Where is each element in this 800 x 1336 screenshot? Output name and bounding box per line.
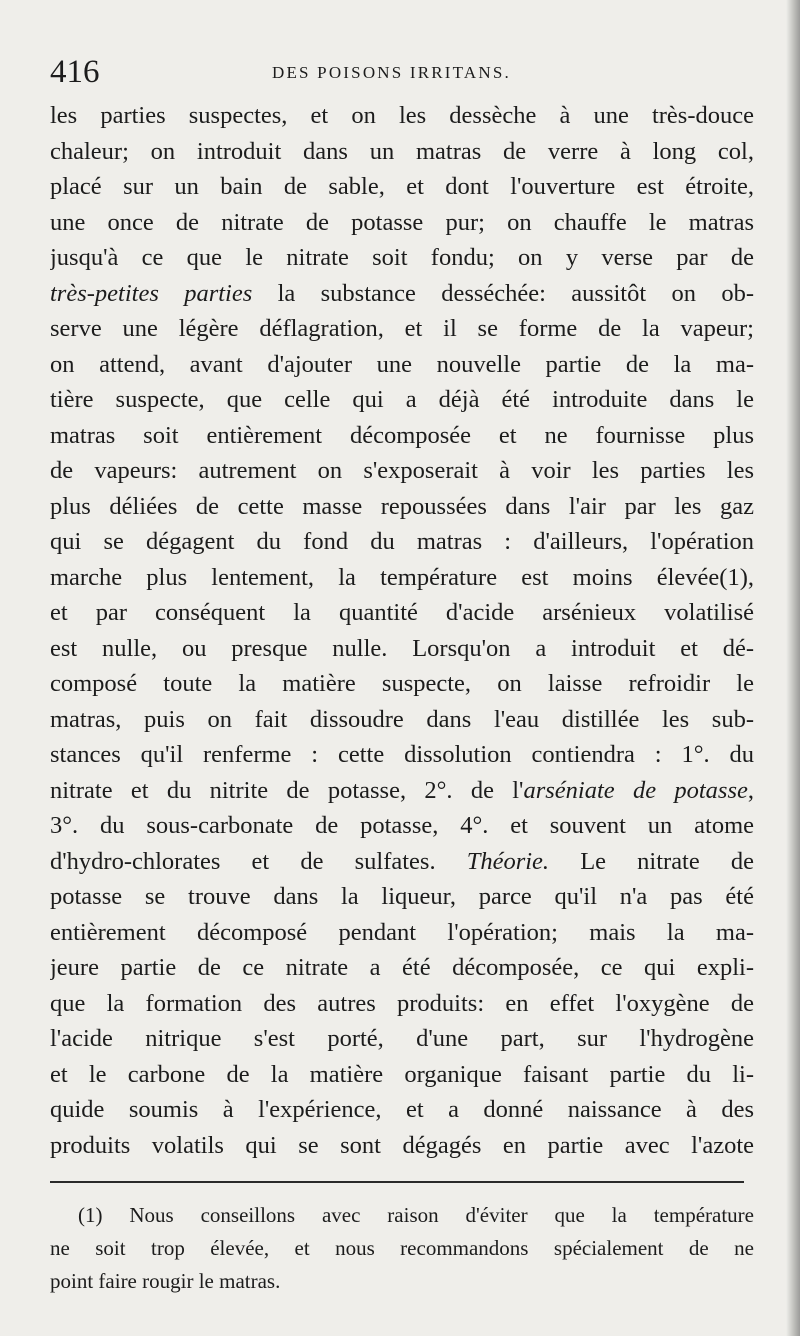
text-line: matras, puis on fait dissoudre dans l'eau distillée les sub- — [50, 705, 754, 733]
page-header — [50, 50, 750, 94]
page-edge-shadow — [786, 0, 800, 1336]
text-line: qui se dégagent du fond du matras : d'ailleurs, l'opération — [50, 528, 754, 555]
page-number: 416 — [50, 54, 100, 90]
text-line: matras soit entièrement décomposée et ne fournisse plus — [50, 421, 754, 449]
text-line: que la formation des autres produits: en effet l'oxygène de — [50, 989, 754, 1017]
text-line: et par conséquent la quantité d'acide arsénieux volatilisé — [50, 599, 754, 626]
text-line: jusqu'à ce que le nitrate soit fondu; on y verse par de — [50, 244, 754, 271]
text-line: plus déliées de cette masse repoussées dans l'air par les gaz — [50, 492, 754, 520]
footnote — [50, 1199, 754, 1298]
text-line: 3°. du sous-carbonate de potasse, 4°. et souvent un atome — [50, 812, 754, 839]
text-line: et le carbone de la matière organique faisant partie du li- — [50, 1060, 754, 1088]
footnote-divider — [50, 1181, 744, 1183]
text-line: est nulle, ou presque nulle. Lorsqu'on a introduit et dé- — [50, 634, 754, 662]
text-line: on attend, avant d'ajouter une nouvelle partie de la ma- — [50, 350, 754, 378]
main-text — [50, 98, 754, 1163]
text-line: potasse se trouve dans la liqueur, parce qu'il n'a pas été — [50, 883, 754, 910]
text-line: quide soumis à l'expérience, et a donné naissance à des — [50, 1096, 754, 1123]
text-line: entièrement décomposé pendant l'opération; mais la ma- — [50, 918, 754, 946]
text-line: placé sur un bain de sable, et dont l'ouverture est étroite, — [50, 173, 754, 200]
footnote-line: point faire rougir le matras. — [50, 1269, 281, 1293]
text-line: composé toute la matière suspecte, on laisse refroidir le — [50, 670, 754, 697]
text-line: l'acide nitrique s'est porté, d'une part, sur l'hydrogène — [50, 1025, 754, 1052]
text-line: très-petites parties la substance desséchée: aussitôt on ob- — [50, 279, 754, 307]
footnote-line: ne soit trop élevée, et nous recommandons spécialement de ne — [50, 1236, 754, 1260]
text-line: produits volatils qui se sont dégagés en partie avec l'azote — [50, 1131, 754, 1159]
text-line: nitrate et du nitrite de potasse, 2°. de l'arséniate de potasse, — [50, 776, 754, 804]
text-line: les parties suspectes, et on les dessèche à une très-douce — [50, 102, 754, 129]
text-line: marche plus lentement, la température est moins élevée(1), — [50, 563, 754, 591]
text-line: chaleur; on introduit dans un matras de verre à long col, — [50, 137, 754, 165]
footnote-line: (1) Nous conseillons avec raison d'éviter que la température — [78, 1203, 754, 1227]
italic-phrase: arséniate de potasse — [523, 776, 748, 804]
text-line: une once de nitrate de potasse pur; on chauffe le matras — [50, 208, 754, 236]
text-line: de vapeurs: autrement on s'exposerait à voir les parties les — [50, 457, 754, 484]
italic-phrase: très-petites parties — [50, 279, 253, 307]
text-line: stances qu'il renferme : cette dissolution contiendra : 1°. du — [50, 741, 754, 768]
text-line: tière suspecte, que celle qui a déjà été introduite dans le — [50, 386, 754, 413]
text-line: d'hydro-chlorates et de sulfates. Théorie. Le nitrate de — [50, 847, 754, 875]
text-line: serve une légère déflagration, et il se forme de la vapeur; — [50, 315, 754, 342]
italic-phrase: Théorie. — [466, 847, 550, 875]
text-line: jeure partie de ce nitrate a été décomposée, ce qui expli- — [50, 954, 754, 981]
running-head: DES POISONS IRRITANS. — [272, 63, 511, 82]
